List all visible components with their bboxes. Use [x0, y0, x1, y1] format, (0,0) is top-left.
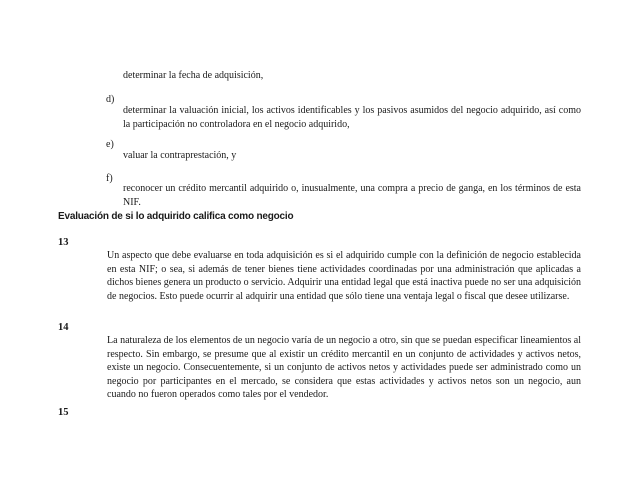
list-item-d-text: determinar la valuación inicial, los activos identificables y los pasivos asumidos del negocio adquirido, así como la participación no controladora en el negocio adquirido,: [123, 105, 581, 130]
list-item-f-text: reconocer un crédito mercantil adquirido o, inusualmente, una compra a precio de ganga, en los términos de esta NIF.: [123, 183, 581, 208]
list-item-e-text: valuar la contraprestación, y: [123, 150, 237, 161]
paragraph-14-text: La naturaleza de los elementos de un negocio varía de un negocio a otro, sin que se puedan especificar lineamientos al respecto. Sin embargo, se presume que al existir un crédito mercantil en un conjunto de actividades y activos netos, existe un negocio. Consecuentemente, si un conjunto de activos netos y actividades puede ser administrado como un negocio por participantes en el mercado, se considera que estas actividades y activos netos son un negocio, aun cuando no fueron operados como tales por el vendedor.: [107, 335, 581, 401]
section-heading: Evaluación de si lo adquirido califica como negocio: [58, 211, 294, 222]
list-item-c-continuation: determinar la fecha de adquisición,: [123, 70, 264, 81]
list-marker-d: d): [106, 94, 115, 105]
paragraph-number-13: 13: [58, 237, 69, 248]
paragraph-13-text: Un aspecto que debe evaluarse en toda adquisición es si el adquirido cumple con la definición de negocio establecida en esta NIF; o sea, si además de tener bienes tiene actividades coordinadas por una administración que aplicadas a dichos bienes genera un producto o servicio. Adquirir una entidad legal que está inactiva puede no ser una adquisición de negocios. Esto puede ocurrir al adquirir una entidad que sólo tiene una ventaja legal o fiscal que desee utilizarse.: [107, 250, 581, 302]
paragraph-number-14: 14: [58, 322, 69, 333]
list-marker-f: f): [106, 173, 113, 184]
paragraph-number-15: 15: [58, 407, 69, 418]
list-marker-e: e): [106, 139, 114, 150]
